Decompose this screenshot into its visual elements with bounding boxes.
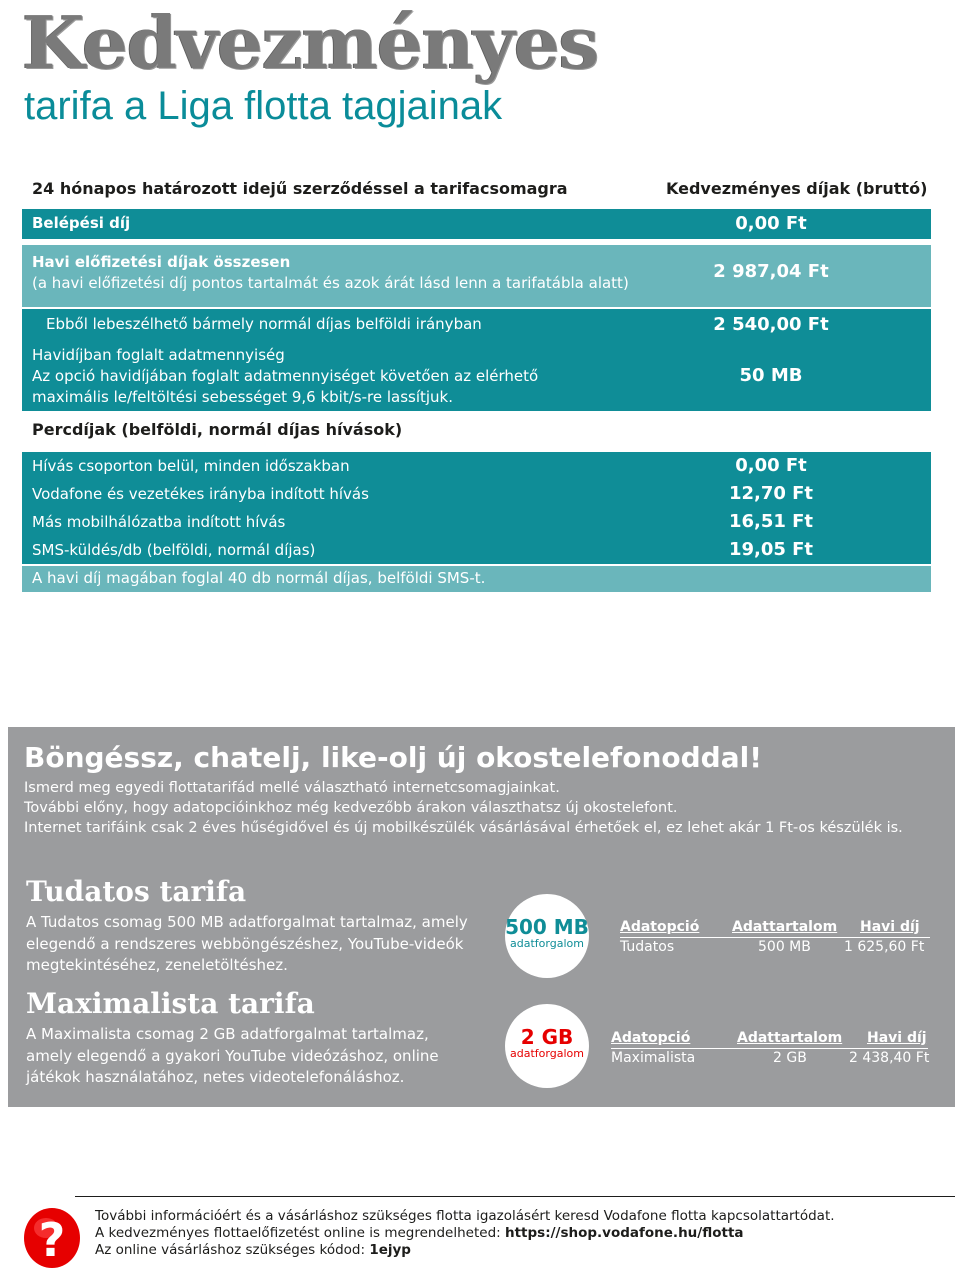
monthly-fee-row [22,245,931,307]
minute-row-value: 16,51 Ft [728,511,814,532]
tudatos-mini-table [620,917,930,957]
col-header: Adattartalom [732,919,838,935]
footer-code [95,1242,411,1259]
col-header: Adatopció [611,1030,691,1046]
cell: Maximalista [611,1050,696,1066]
promo-headline: Böngéssz, chatelj, like-olj új okostelefonoddal! [24,741,762,774]
footer-code-text: Az online vásárláshoz szükséges kódod: [95,1242,370,1258]
minute-fees-heading: Percdíjak (belföldi, normál díjas hívások) [32,420,403,439]
footer-online-text: A kedvezményes flottaelőfizetést online is megrendelheted: [95,1225,505,1241]
maximalista-title: Maximalista tarifa [26,987,315,1020]
entry-fee-value: 0,00 Ft [735,213,807,234]
minute-fees-block [22,452,931,564]
badge-caption: adatforgalom [510,1047,584,1060]
promo-text-1: Ismerd meg egyedi flottatarifád mellé választható internetcsomagjainkat. [24,780,560,796]
maximalista-mini-table [611,1028,928,1068]
col-header: Adattartalom [737,1030,843,1046]
page-subtitle: tarifa a Liga flotta tagjainak [24,84,503,128]
cell: 1 625,60 Ft [844,939,925,955]
cell: 2 GB [773,1050,807,1066]
table-divider [620,937,930,938]
maximalista-data-badge [505,1004,589,1088]
question-mark-icon [22,1200,82,1270]
tudatos-desc: A Tudatos csomag 500 MB adatforgalmat tartalmaz, amely elegendő a rendszeres webböngészéshez, YouTube-videók megtekintéséhez, zeneletöltéshez. [26,913,468,974]
callable-value: 2 540,00 Ft [713,314,829,335]
data-included-label: Havidíjban foglalt adatmennyiség [32,346,285,364]
footer-info: További információért és a vásárláshoz szükséges flotta igazolásért keresd Vodafone flotta kapcsolattartódat. [95,1208,835,1224]
tudatos-data-badge [505,894,589,978]
monthly-fee-value: 2 987,04 Ft [713,261,829,282]
monthly-fee-label: Havi előfizetési díjak összesen [32,253,291,271]
cell: 500 MB [758,939,811,955]
tudatos-title: Tudatos tarifa [26,875,247,908]
promo-text-3: Internet tarifáink csak 2 éves hűségidővel és új mobilkészülék vásárlásával érhetőek el, ez lehet akár 1 Ft-os készülék is. [24,820,903,836]
col-header: Havi díj [860,919,920,935]
table-divider [611,1048,928,1049]
callable-row [22,309,931,341]
page-title: Kedvezményes [22,0,599,85]
entry-fee-row [22,209,931,239]
entry-fee-label: Belépési díj [32,214,131,232]
maximalista-desc: A Maximalista csomag 2 GB adatforgalmat tartalmaz, amely elegendő a gyakori YouTube videózáshoz, online játékok használatához, netes videotelefonáláshoz. [26,1025,439,1086]
footer-online-order [95,1225,744,1242]
sms-note-row [22,566,931,592]
col-header: Havi díj [867,1030,927,1046]
minute-row-label: Hívás csoporton belül, minden időszakban [32,457,350,475]
badge-amount: 500 MB [505,915,589,939]
cell: Tudatos [620,939,675,955]
promo-text-2: További előny, hogy adatopcióinkhoz még kedvezőbb árakon választhatsz új okostelefont. [24,800,678,816]
promo-code: 1ejyp [369,1242,411,1258]
monthly-fee-note: (a havi előfizetési díj pontos tartalmát és azok árát lásd lenn a tarifatábla alatt) [32,274,629,292]
minute-row-label: SMS-küldés/db (belföldi, normál díjas) [32,541,316,559]
svg-text:?: ? [38,1213,66,1267]
minute-row-value: 12,70 Ft [728,483,814,504]
table-heading-right: Kedvezményes díjak (bruttó) [666,179,928,198]
badge-amount: 2 GB [520,1025,574,1049]
shop-link[interactable]: https://shop.vodafone.hu/flotta [504,1225,744,1241]
footer-divider [75,1196,955,1197]
callable-label: Ebből lebeszélhető bármely normál díjas belföldi irányban [46,315,482,333]
badge-caption: adatforgalom [510,937,584,950]
promo-panel [8,727,955,1107]
data-included-value: 50 MB [739,365,803,386]
minute-row-value: 0,00 Ft [735,455,807,476]
data-included-note-1: Az opció havidíjában foglalt adatmennyiséget követően az elérhető [32,367,539,385]
cell: 2 438,40 Ft [849,1050,930,1066]
minute-row-label: Más mobilhálózatba indított hívás [32,513,286,531]
col-header: Adatopció [620,919,700,935]
sms-note: A havi díj magában foglal 40 db normál díjas, belföldi SMS-t. [32,569,486,587]
table-heading-left: 24 hónapos határozott idejű szerződéssel a tarifacsomagra [32,179,568,198]
data-included-row [22,341,931,411]
minute-row-label: Vodafone és vezetékes irányba indított hívás [32,485,369,503]
data-included-note-2: maximális le/feltöltési sebességet 9,6 kbit/s-re lassítjuk. [32,388,453,406]
minute-row-value: 19,05 Ft [728,539,814,560]
